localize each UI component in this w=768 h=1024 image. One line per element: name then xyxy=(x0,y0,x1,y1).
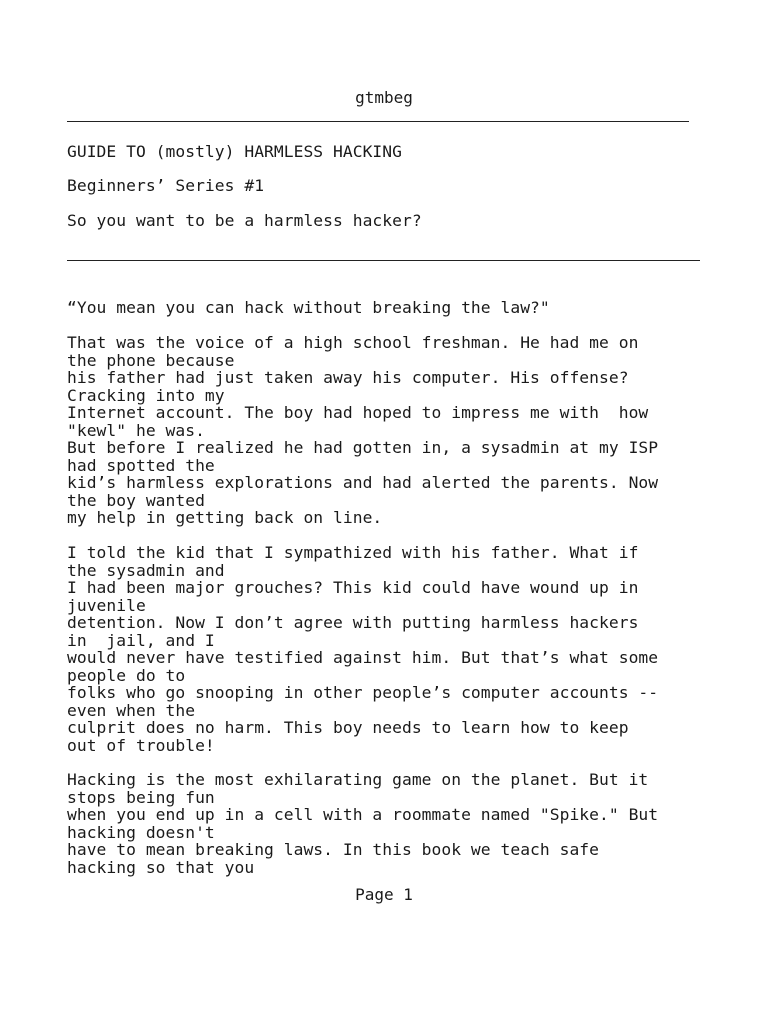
paragraph-line: Internet account. The boy had hoped to impress me with how xyxy=(67,403,649,422)
paragraph-line: stops being fun xyxy=(67,787,215,807)
opening-quote: “You mean you can hack without breaking the law?" xyxy=(67,298,550,317)
series-label: Beginners’ Series #1 xyxy=(67,176,265,195)
paragraph-line: But before I realized he had gotten in, a sysadmin at my ISP xyxy=(67,438,659,457)
paragraph-line: even when the xyxy=(67,700,196,720)
paragraph-line: juvenile xyxy=(67,595,146,615)
paragraph-line: I told the kid that I sympathized with his father. What if xyxy=(67,543,639,562)
paragraph-line: kid’s harmless explorations and had alerted the parents. Now xyxy=(67,473,659,492)
paragraph-line: That was the voice of a high school freshman. He had me on xyxy=(67,333,639,352)
paragraph-line: the phone because xyxy=(67,350,235,370)
paragraph-line: when you end up in a cell with a roommate named "Spike." But xyxy=(67,805,659,824)
top-divider xyxy=(67,121,689,122)
document-header: gtmbeg xyxy=(355,88,413,107)
paragraph-line: detention. Now I don’t agree with putting harmless hackers xyxy=(67,613,639,632)
paragraph-line: culprit does no harm. This boy needs to learn how to keep xyxy=(67,718,629,737)
section-divider xyxy=(67,260,700,261)
paragraph-line: Cracking into my xyxy=(67,385,225,405)
paragraph-line: had spotted the xyxy=(67,455,215,475)
paragraph-2 xyxy=(67,544,658,754)
paragraph-line: have to mean breaking laws. In this book we teach safe xyxy=(67,840,600,859)
paragraph-line: Hacking is the most exhilarating game on the planet. But it xyxy=(67,770,649,789)
paragraph-3 xyxy=(67,771,658,876)
document-subtitle: So you want to be a harmless hacker? xyxy=(67,211,422,230)
paragraph-line: "kewl" he was. xyxy=(67,420,205,440)
paragraph-line: my help in getting back on line. xyxy=(67,508,383,527)
paragraph-line: the boy wanted xyxy=(67,490,205,510)
paragraph-line: I had been major grouches? This kid could have wound up in xyxy=(67,578,639,597)
page-number: Page 1 xyxy=(355,885,413,904)
paragraph-line: in jail, and I xyxy=(67,630,215,650)
paragraph-line: his father had just taken away his computer. His offense? xyxy=(67,368,629,387)
paragraph-line: out of trouble! xyxy=(67,735,215,755)
paragraph-line: hacking doesn't xyxy=(67,822,215,842)
paragraph-line: people do to xyxy=(67,665,186,685)
document-title: GUIDE TO (mostly) HARMLESS HACKING xyxy=(67,142,402,161)
paragraph-1 xyxy=(67,334,658,527)
paragraph-line: would never have testified against him. But that’s what some xyxy=(67,648,659,667)
paragraph-line: hacking so that you xyxy=(67,857,255,877)
paragraph-line: folks who go snooping in other people’s computer accounts -- xyxy=(67,683,659,702)
paragraph-line: the sysadmin and xyxy=(67,560,225,580)
